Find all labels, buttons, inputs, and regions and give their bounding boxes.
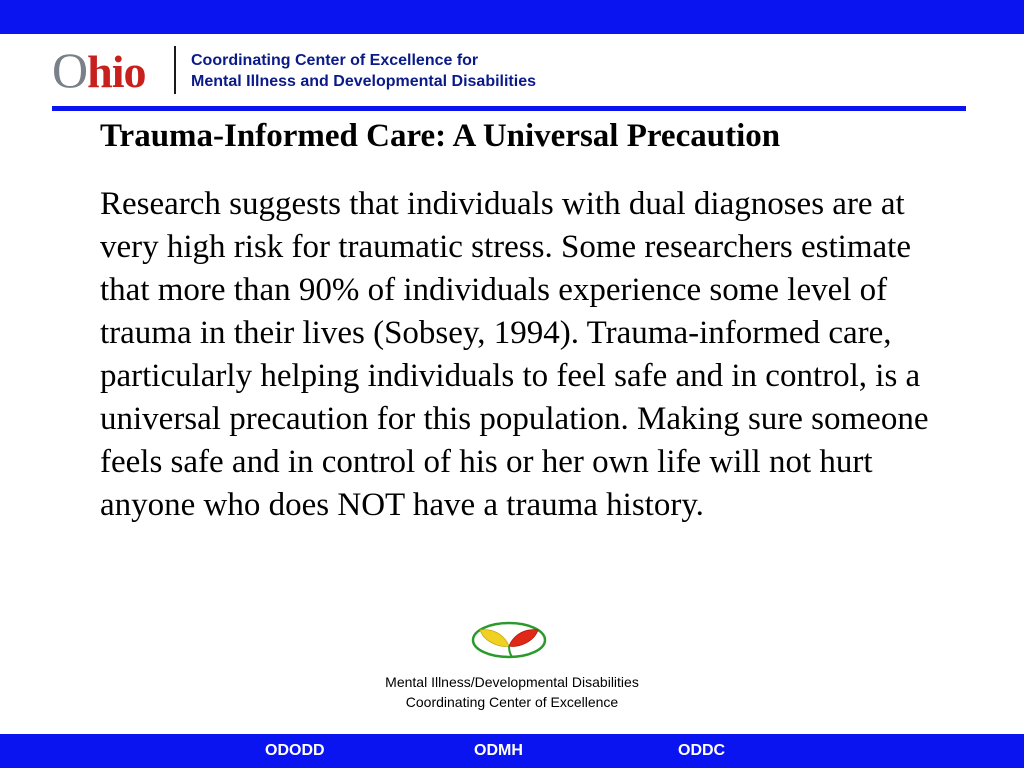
org-name-line-1: Coordinating Center of Excellence for bbox=[191, 52, 479, 69]
org-name-line-2: Mental Illness and Developmental Disabilities bbox=[191, 73, 536, 90]
org-name bbox=[191, 50, 536, 92]
top-bar bbox=[0, 0, 1024, 34]
slide-title: Trauma-Informed Care: A Universal Precaution bbox=[100, 118, 781, 154]
header-rule bbox=[52, 106, 966, 111]
ohio-logo: Ohio bbox=[52, 42, 146, 98]
footer-bar bbox=[0, 734, 1024, 768]
footer-item-oddc: ODDC bbox=[678, 742, 726, 759]
header bbox=[0, 34, 1024, 106]
leaf-logo-icon bbox=[470, 620, 548, 660]
footer-item-odmh: ODMH bbox=[474, 742, 523, 759]
footer-item-ododd: ODODD bbox=[265, 742, 325, 759]
logo-divider bbox=[174, 46, 176, 94]
center-logo-caption: Mental Illness/Developmental Disabilities Coordinating Center of Excellence bbox=[385, 674, 639, 710]
slide-body-text: Research suggests that individuals with dual diagnoses are at very high risk for traumatic stress. Some researchers estimate that more than 90% of individuals experience some level of trauma in their lives (Sobsey, 1994). Trauma-informed care, particularly helping individuals to feel safe and in control, is a universal precaution for this population. Making sure someone feels safe and in control of his or her own life will not hurt anyone who does NOT have a trauma history. bbox=[100, 186, 929, 523]
